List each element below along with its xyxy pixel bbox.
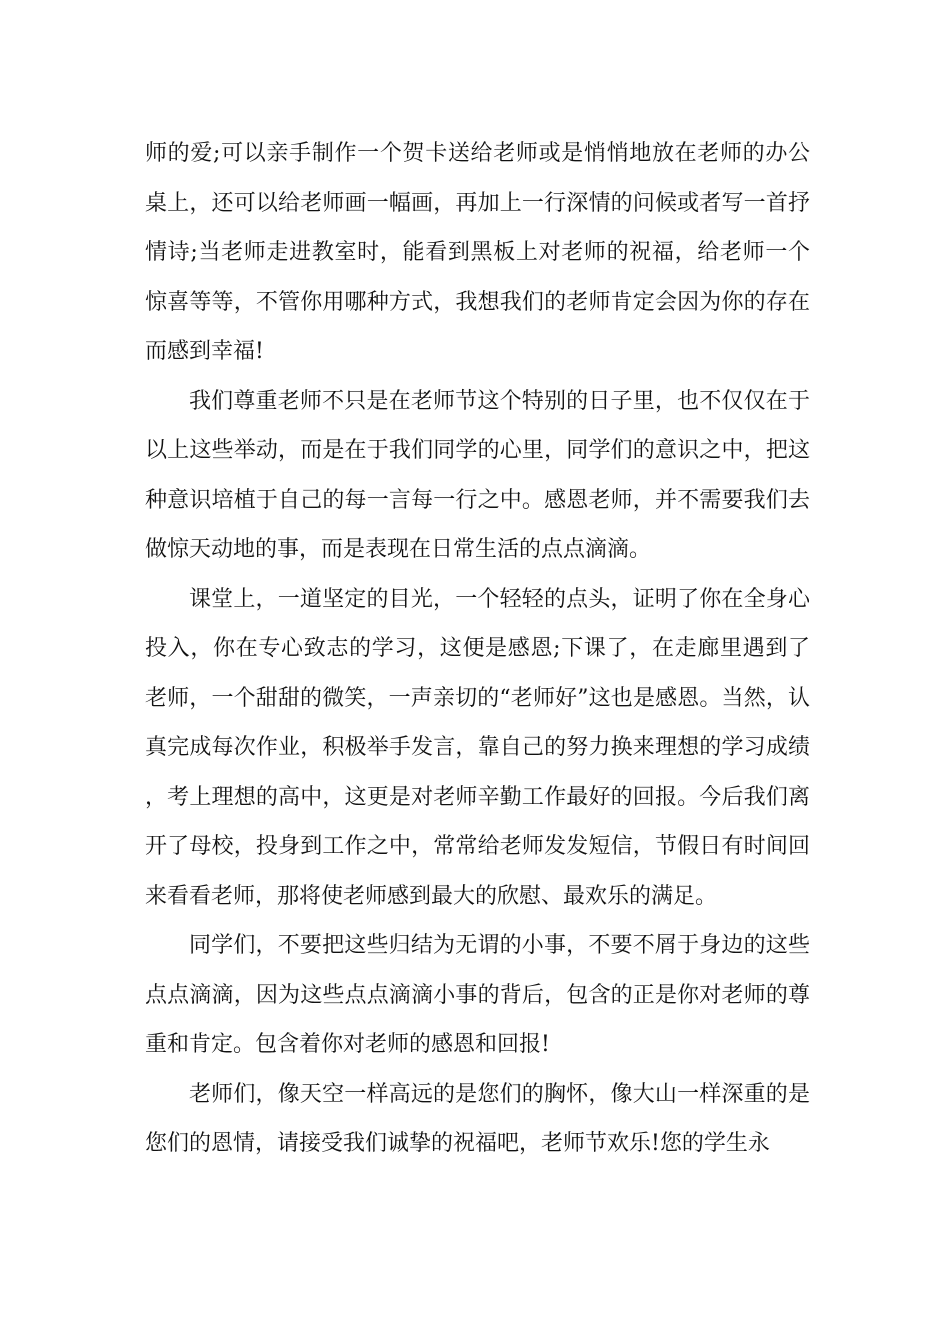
paragraph-2: 我们尊重老师不只是在老师节这个特别的日子里，也不仅仅在于以上这些举动，而是在于我们同学的心里，同学们的意识之中，把这种意识培植于自己的每一言每一行之中。感恩老师，并不需要我们去做惊天动地的事，而是表现在日常生活的点点滴滴。 <box>145 388 810 562</box>
paragraph-4: 同学们，不要把这些归结为无谓的小事，不要不屑于身边的这些点点滴滴，因为这些点点滴滴小事的背后，包含的正是你对老师的尊重和肯定。包含着你对老师的感恩和回报! <box>145 933 810 1057</box>
paragraph-5: 老师们，像天空一样高远的是您们的胸怀，像大山一样深重的是您们的恩情，请接受我们诚挚的祝福吧，老师节欢乐!您的学生永 <box>145 1081 810 1156</box>
paragraph-1: 师的爱;可以亲手制作一个贺卡送给老师或是悄悄地放在老师的办公桌上，还可以给老师画一幅画，再加上一行深情的问候或者写一首抒情诗;当老师走进教室时，能看到黑板上对老师的祝福，给老师一个惊喜等等，不管你用哪种方式，我想我们的老师肯定会因为你的存在而感到幸福! <box>145 141 810 364</box>
document-body <box>145 129 810 1169</box>
paragraph-3: 课堂上，一道坚定的目光，一个轻轻的点头，证明了你在全身心投入，你在专心致志的学习，这便是感恩;下课了，在走廊里遇到了老师，一个甜甜的微笑，一声亲切的“老师好”这也是感恩。当然，认真完成每次作业，积极举手发言，靠自己的努力换来理想的学习成绩，考上理想的高中，这更是对老师辛勤工作最好的回报。今后我们离开了母校，投身到工作之中，常常给老师发发短信，节假日有时间回来看看老师，那将使老师感到最大的欣慰、最欢乐的满足。 <box>145 586 810 909</box>
